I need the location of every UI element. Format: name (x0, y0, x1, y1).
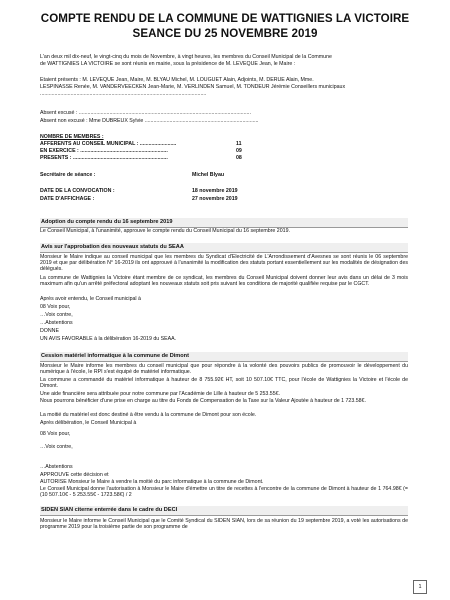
vote-abstentions: …Abstentions (40, 320, 73, 326)
section-paragraph: Nous pourrons bénéficier d'une prise en charge au titre du Fonds de Compensation de la Taxe sur la Valeur Ajoutée à hauteur de 1 723.58€. (40, 398, 366, 404)
section-heading-bar (40, 506, 408, 516)
affichage-value: 27 novembre 2019 (192, 196, 238, 202)
intro-line1: L'an deux mil dix-neuf, le vingt-cinq du mois de Novembre, à vingt heures, les membres du Conseil Municipal de la Commune (40, 54, 332, 60)
vote-decision: APPROUVE cette décision et (40, 472, 109, 478)
vote-pour: 08 Voix pour, (40, 431, 71, 437)
presents-count-value: 08 (236, 155, 242, 161)
section-text: Le Conseil Municipal, à l'unanimité, approuve le compte rendu du Conseil Municipal du 16 septembre 2019. (40, 228, 290, 234)
afferents-label: AFFERENTS AU CONSEIL MUNICIPAL : ......................... (40, 141, 177, 147)
afferents-value: 11 (236, 141, 242, 147)
section-heading: SIDEN SIAN citerne enterrée dans le cadre du DECI (41, 507, 178, 513)
intro-line2: de WATTIGNIES LA VICTOIRE se sont réunis en mairie, sous la présidence de M. LEVEQUE Jean, le Maire : (40, 61, 296, 67)
vote-authorisation: AUTORISE Monsieur le Maire à vendre la moitié du parc informatique à la commune de Dimont. (40, 479, 264, 485)
section-heading-bar (40, 352, 408, 362)
section-heading-bar (40, 243, 408, 253)
presents-line2: LESPINASSE Renée, M. VANDERVEECKEN Jean-Marie, M. VERLINDEN Samuel, M. TONDEUR Jérémie Conseillers municipaux (40, 84, 346, 90)
section-paragraph: Le Conseil Municipal donne l'autorisation à Monsieur le Maire d'émettre un titre de recettes à l'encontre de la commune de Dimont à hauteur de 1 764.98€ (= (10 507.10€ - 5 253.55€ - 1723.58€) / 2 (40, 486, 408, 499)
vote-result: UN AVIS FAVORABLE à la délibération 16-2019 du SEAA. (40, 336, 177, 342)
vote-abstentions: …Abstentions (40, 464, 73, 470)
section-paragraph: Monsieur le Maire indique au conseil municipal que les membres du Syndicat d'Electricité de L'Arrondissement d'Avesnes se sont réunis le 06 septembre 2019 et que par délibération N° 16-2019 ils ont approuvé à l'unanimité la modification des statuts portant essentiellement sur les modalités de désignation des délégués. (40, 254, 408, 273)
vote-pour: 08 Voix pour, (40, 304, 71, 310)
convocation-label: DATE DE LA CONVOCATION : (40, 188, 115, 194)
document-title-line1: COMPTE RENDU DE LA COMMUNE DE WATTIGNIES LA VICTOIRE (40, 12, 410, 25)
section-paragraph: La moitié du matériel est donc destiné à être vendu à la commune de Dimont pour son école. (40, 412, 257, 418)
presents-dots: .................................................................................................................. (40, 91, 207, 97)
vote-contre: …Voix contre, (40, 312, 73, 318)
membres-heading: NOMBRE DE MEMBRES : (40, 134, 104, 140)
section-paragraph: Monsieur le Maire informe le Conseil Municipal que le Comité Syndical du SIDEN SIAN, lors de sa réunion du 19 septembre 2019, a voté les autorisations de programme 2019 pour la troisième partie de son programme de (40, 518, 408, 531)
page-number: 1 (413, 580, 427, 594)
document-title-line2: SEANCE DU 25 NOVEMBRE 2019 (132, 27, 318, 40)
section-paragraph: La commune a commandé du matériel informatique à hauteur de 8 755.92€ HT, soit 10 507.10€ TTC, pour l'école de Wattignies la Victoire et l'école de Dimont. (40, 377, 408, 390)
exercice-label: EN EXERCICE : ............................................................ (40, 148, 168, 154)
section-heading: Cession matériel informatique à la commune de Dimont (41, 353, 189, 359)
vote-intro: Après délibération, le Conseil Municipal à (40, 420, 137, 426)
absent-non-excuse: Absent non excusé : Mme DUBREUX Sylvie .............................................................................. (40, 118, 259, 124)
section-paragraph: Monsieur le Maire informe les membres du conseil municipal que pour répondre à la volonté des pouvoirs publics de promouvoir le développement du numérique à l'école, le RPI s'est équipé de matériel informatique. (40, 363, 408, 376)
section-heading: Adoption du compte rendu du 16 septembre 2019 (41, 219, 173, 225)
presents-count-label: PRESENTS : ................................................................. (40, 155, 168, 161)
vote-intro: Après avoir entendu, le Conseil municipal à (40, 296, 141, 302)
section-paragraph: La commune de Wattignies la Victoire étant membre de ce syndicat, les membres du Conseil Municipal doivent donner leur avis dans un délai de 3 mois maximum afin qu'un arrêté préfectoral adoptant les nouveaux statuts soit pris suivant les conditions de majorité qualifiée requise par le CGCT. (40, 275, 408, 288)
vote-contre: …Voix contre, (40, 444, 73, 450)
absent-excuse: Absent excusé : ...................................................................................................................... (40, 110, 251, 116)
vote-decision: DONNE (40, 328, 59, 334)
presents-line1: Etaient présents : M. LEVEQUE Jean, Maire, M. BLYAU Michel, M. LOUGUET Alain, Adjoints, M. DERUE Alain, Mme. (40, 77, 314, 83)
exercice-value: 09 (236, 148, 242, 154)
affichage-label: DATE D'AFFICHAGE : (40, 196, 95, 202)
secretaire-label: Secrétaire de séance : (40, 172, 96, 178)
convocation-value: 18 novembre 2019 (192, 188, 238, 194)
secretaire-value: Michel Blyau (192, 172, 225, 178)
section-paragraph: Une aide financière sera attribuée pour notre commune par l'Académie de Lille à hauteur de 5 253.55€. (40, 391, 281, 397)
section-heading: Avis sur l'approbation des nouveaux statuts du SEAA (41, 244, 184, 250)
section-heading-bar (40, 218, 408, 228)
